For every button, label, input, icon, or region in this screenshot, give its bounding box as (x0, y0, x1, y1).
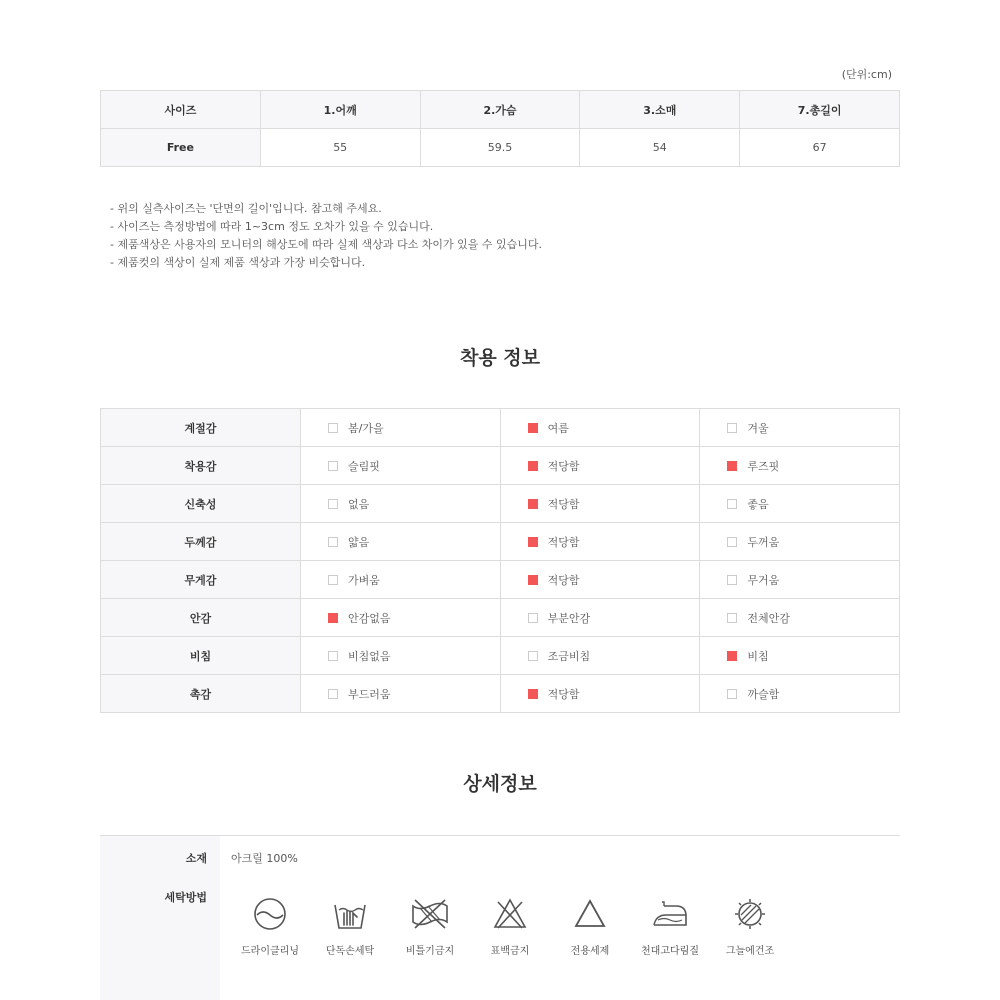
checkbox-checked (528, 575, 538, 585)
unit-note: (단위:cm) (841, 68, 892, 81)
wear-option-label: 루즈핏 (747, 459, 780, 473)
size-row (101, 129, 900, 167)
wear-row (101, 599, 900, 637)
wear-option-label: 얇음 (348, 535, 370, 549)
size-row-label: Free (101, 129, 261, 167)
wash-item (470, 896, 550, 957)
checkbox-unchecked (727, 537, 737, 547)
wear-category: 비침 (101, 637, 301, 675)
wear-option (500, 485, 700, 523)
wash-item (630, 896, 710, 957)
wash-item (550, 896, 630, 957)
wear-row (101, 675, 900, 713)
wear-category: 두께감 (101, 523, 301, 561)
note-item: - 제품컷의 색상이 실제 제품 색상과 가장 비슷합니다. (110, 256, 366, 269)
checkbox-checked (528, 537, 538, 547)
wear-option (700, 447, 900, 485)
wash-label: 단독손세탁 (325, 946, 375, 957)
checkbox-checked (528, 461, 538, 471)
size-value-cell: 54 (580, 129, 740, 167)
wear-option (500, 675, 700, 713)
note-item: - 위의 실측사이즈는 '단면의 길이'입니다. 참고해 주세요. (110, 202, 382, 215)
checkbox-checked (328, 613, 338, 623)
wear-option (500, 523, 700, 561)
wear-option-label: 전체안감 (747, 611, 790, 625)
wear-category: 계절감 (101, 409, 301, 447)
wear-option-label: 슬림핏 (348, 459, 380, 473)
wear-option (700, 485, 900, 523)
wear-option-label: 비침 (747, 649, 769, 663)
checkbox-checked (528, 689, 538, 699)
wear-category: 촉감 (101, 675, 301, 713)
wear-option-label: 부드러움 (348, 687, 391, 701)
wash-item (230, 896, 310, 957)
wear-row (101, 447, 900, 485)
wear-option (301, 637, 501, 675)
checkbox-checked (727, 461, 737, 471)
wash-label: 전용세제 (570, 946, 610, 957)
wear-option (301, 447, 501, 485)
checkbox-unchecked (328, 651, 338, 661)
wear-option (700, 599, 900, 637)
checkbox-unchecked (328, 537, 338, 547)
wear-option-label: 비침없음 (348, 649, 391, 663)
wear-option-label: 무거움 (747, 573, 780, 587)
checkbox-unchecked (328, 461, 338, 471)
wear-option (700, 561, 900, 599)
wear-option-label: 적당함 (547, 459, 580, 473)
wear-option-label: 겨울 (747, 421, 769, 435)
wear-option (500, 637, 700, 675)
wear-row (101, 637, 900, 675)
wear-option-label: 적당함 (547, 497, 580, 511)
checkbox-unchecked (328, 575, 338, 585)
detergent-icon (572, 896, 608, 932)
checkbox-checked (528, 423, 538, 433)
size-table (100, 90, 900, 167)
detail-info-title: 상세정보 (463, 773, 537, 795)
wear-option (301, 675, 501, 713)
wear-row (101, 523, 900, 561)
wash-label: 천대고다림질 (641, 946, 699, 957)
checkbox-unchecked (528, 651, 538, 661)
wear-option-label: 조금비침 (547, 649, 591, 663)
wash-item (710, 896, 790, 957)
size-header-cell: 사이즈 (101, 91, 261, 129)
size-header-cell: 2.가슴 (420, 91, 580, 129)
material-label: 소재 (185, 852, 207, 865)
wear-option (700, 523, 900, 561)
wear-option-label: 적당함 (547, 687, 580, 701)
wear-option-label: 적당함 (547, 573, 580, 587)
wear-option (500, 599, 700, 637)
wash-item (310, 896, 390, 957)
wear-option (700, 409, 900, 447)
checkbox-unchecked (727, 499, 737, 509)
wear-option-label: 부분안감 (547, 611, 591, 625)
checkbox-checked (528, 499, 538, 509)
checkbox-unchecked (727, 613, 737, 623)
size-value-cell: 55 (260, 129, 420, 167)
checkbox-unchecked (528, 613, 538, 623)
note-item: - 사이즈는 측정방법에 따라 1~3cm 정도 오차가 있을 수 있습니다. (110, 220, 434, 233)
wear-category: 착용감 (101, 447, 301, 485)
wear-option (301, 409, 501, 447)
size-value-cell: 59.5 (420, 129, 580, 167)
wear-option (500, 561, 700, 599)
checkbox-unchecked (727, 575, 737, 585)
wear-info-title: 착용 정보 (459, 347, 541, 369)
wash-item (390, 896, 470, 957)
wear-option-label: 두꺼움 (747, 535, 780, 549)
wear-option (700, 637, 900, 675)
wear-option (301, 485, 501, 523)
wear-option-label: 없음 (348, 497, 370, 511)
wash-label: 비틀기금지 (405, 946, 455, 957)
wear-category: 무게감 (101, 561, 301, 599)
wear-option (301, 523, 501, 561)
no-bleach-icon (492, 896, 528, 932)
detail-info-panel (100, 835, 900, 1000)
wash-label: 표백금지 (490, 946, 530, 957)
checkbox-checked (727, 651, 737, 661)
size-header-cell: 3.소매 (580, 91, 740, 129)
wear-option-label: 적당함 (547, 535, 580, 549)
checkbox-unchecked (328, 689, 338, 699)
size-header-cell: 7.총길이 (740, 91, 900, 129)
wear-option-label: 가벼움 (348, 573, 380, 587)
shade-dry-icon (730, 896, 770, 932)
no-wring-icon (410, 896, 450, 932)
wear-option-label: 봄/가을 (348, 421, 384, 435)
iron-icon (650, 896, 690, 932)
checkbox-unchecked (727, 689, 737, 699)
wash-method-label: 세탁방법 (164, 891, 207, 904)
checkbox-unchecked (727, 423, 737, 433)
wear-option (700, 675, 900, 713)
wear-row (101, 485, 900, 523)
wash-label: 드라이클리닝 (241, 946, 299, 957)
checkbox-unchecked (328, 423, 338, 433)
wear-option-label: 까슬함 (747, 687, 780, 701)
wash-label: 그늘에건조 (725, 946, 775, 957)
wear-option (500, 447, 700, 485)
wear-category: 신축성 (101, 485, 301, 523)
wash-icons (230, 896, 790, 957)
size-header-row (101, 91, 900, 129)
wear-option-label: 여름 (547, 421, 569, 435)
wear-option-label: 좋음 (747, 497, 769, 511)
wear-info-table (100, 408, 900, 713)
wear-option-label: 안감없음 (348, 611, 391, 625)
wear-row (101, 409, 900, 447)
checkbox-unchecked (328, 499, 338, 509)
size-notes (110, 200, 542, 272)
size-value-cell: 67 (740, 129, 900, 167)
material-value: 아크릴 100% (231, 852, 298, 865)
hand-wash-icon (332, 896, 368, 932)
wear-category: 안감 (101, 599, 301, 637)
note-item: - 제품색상은 사용자의 모니터의 해상도에 따라 실제 색상과 다소 차이가 있을 수 있습니다. (110, 238, 542, 251)
dry-clean-icon (252, 896, 288, 932)
wear-option (301, 561, 501, 599)
wear-option (301, 599, 501, 637)
wear-row (101, 561, 900, 599)
wear-option (500, 409, 700, 447)
size-header-cell: 1.어깨 (260, 91, 420, 129)
